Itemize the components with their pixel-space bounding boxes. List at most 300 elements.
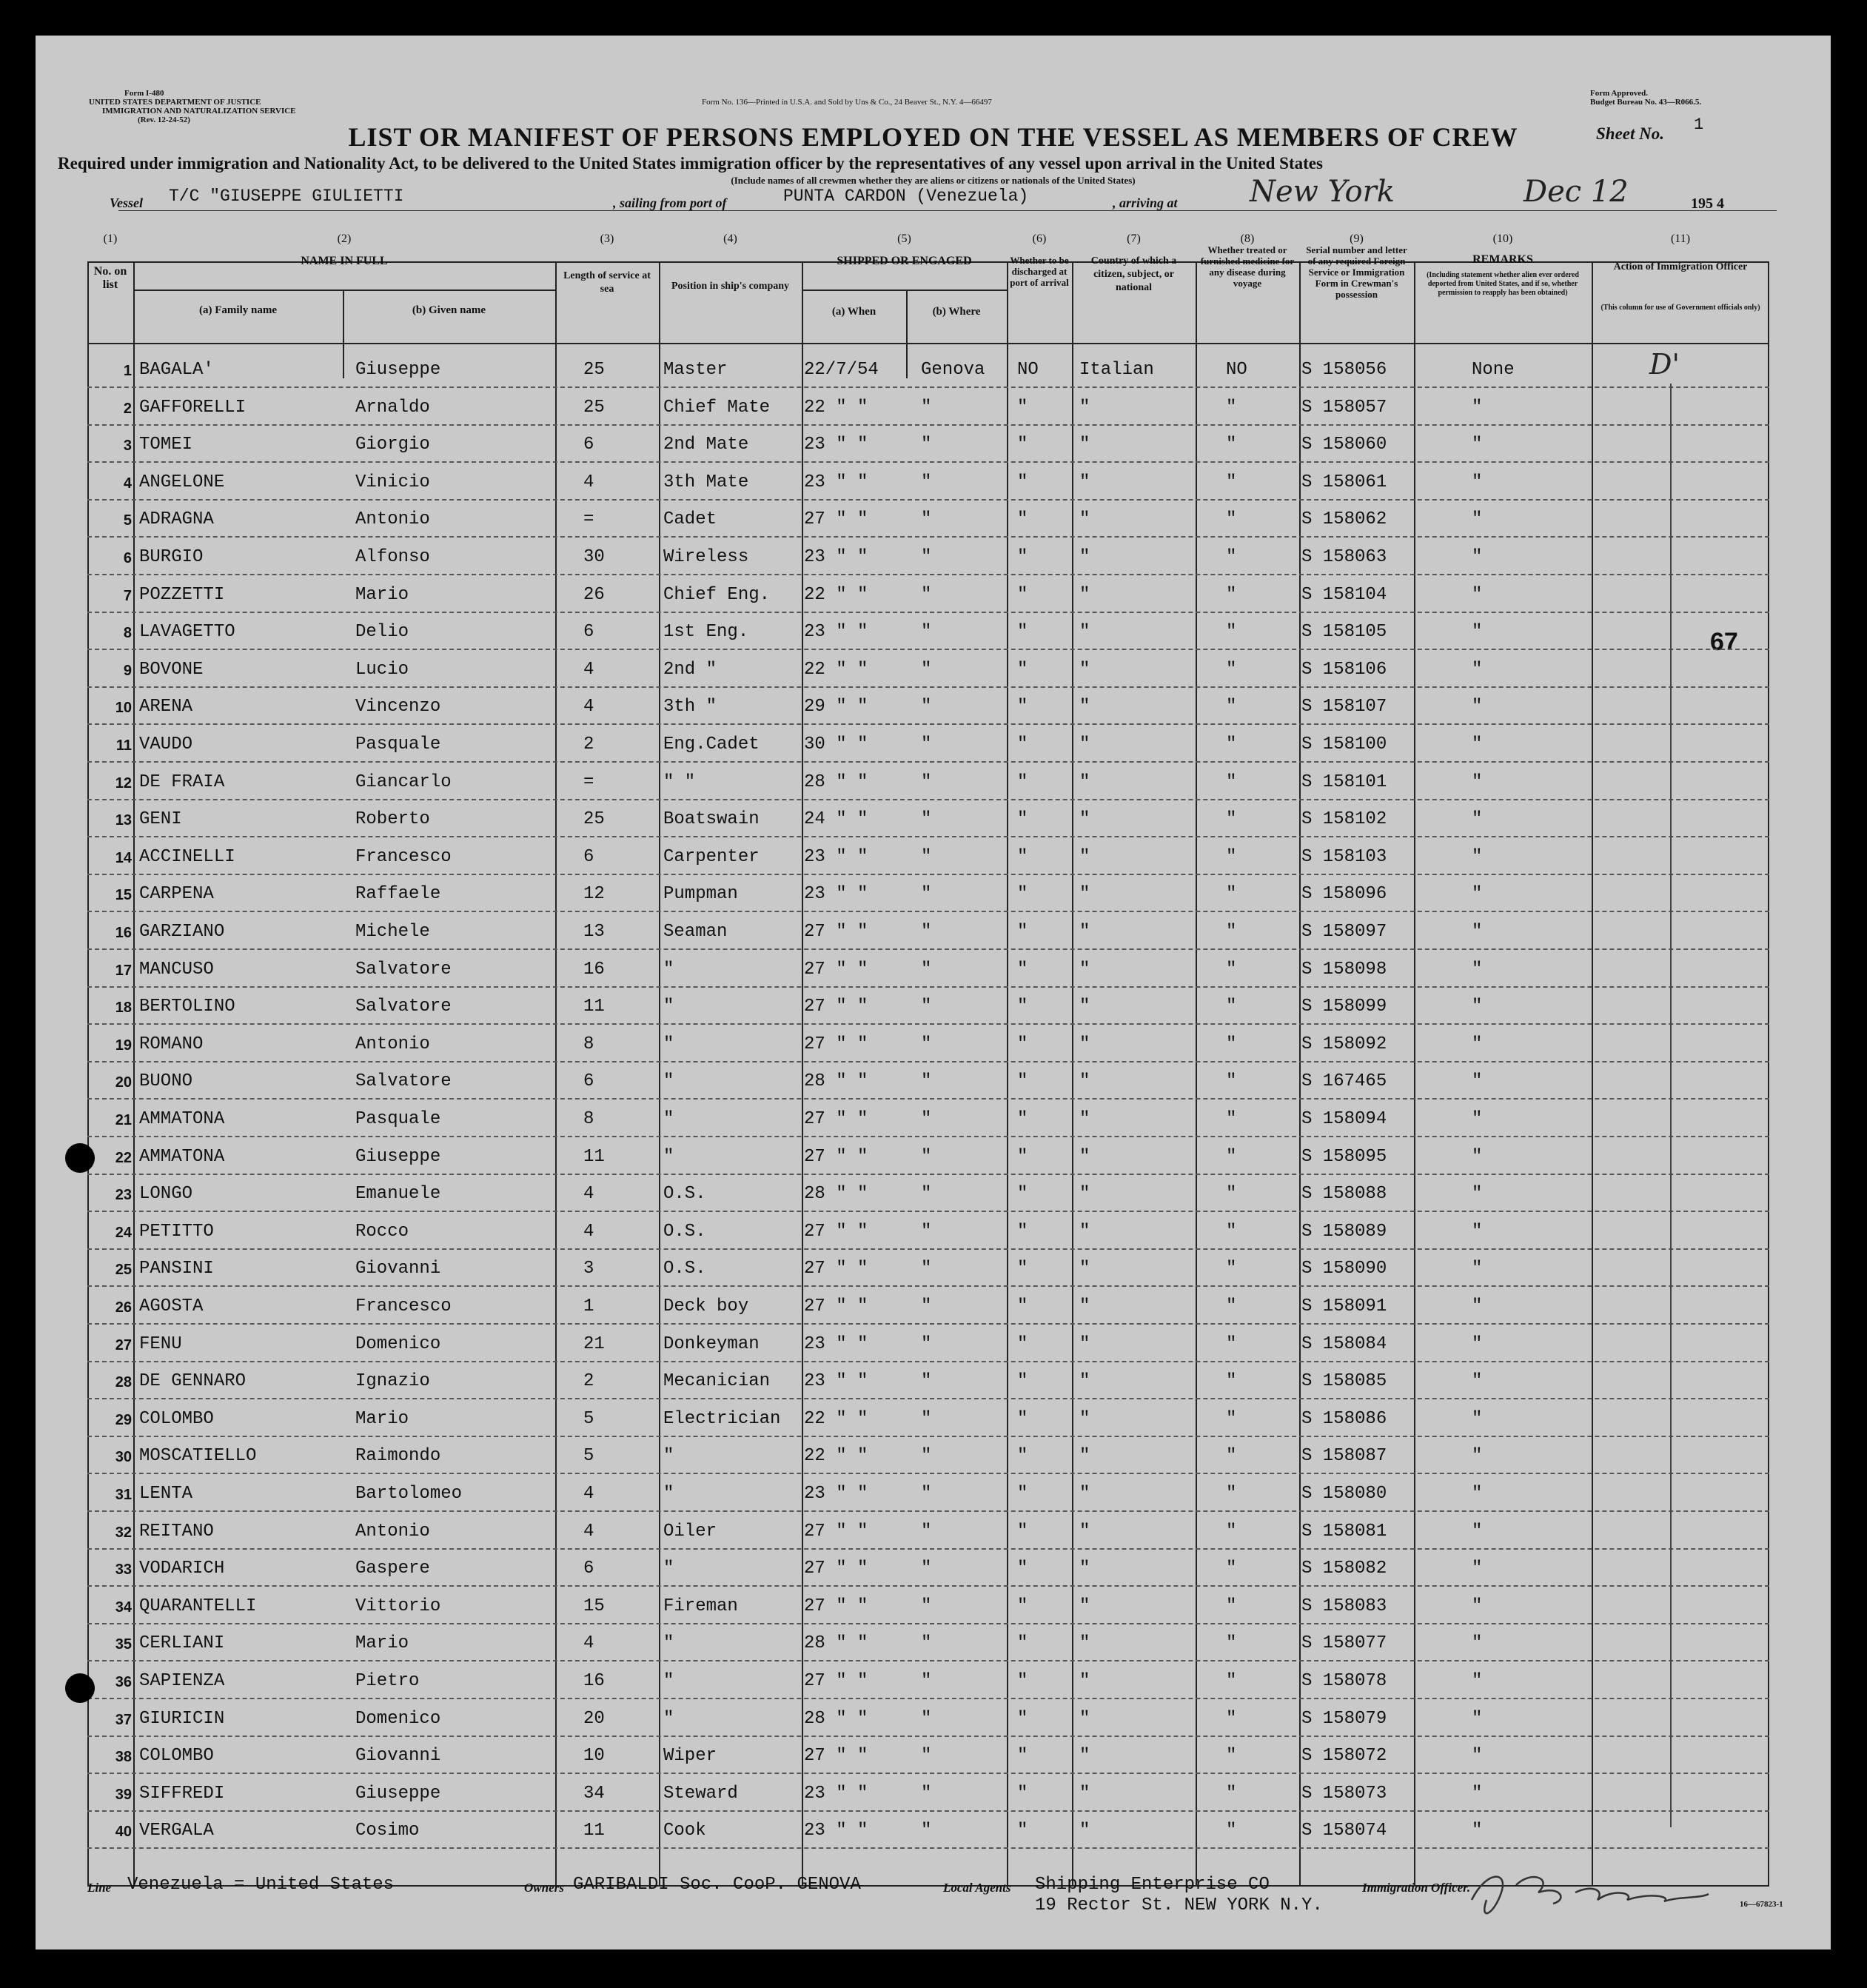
shipped-where-cell: " xyxy=(921,1221,932,1242)
given-name-cell: Giorgio xyxy=(355,435,430,455)
family-name-cell: DE FRAIA xyxy=(139,772,225,792)
discharged-cell: " xyxy=(1017,884,1028,905)
service-years-cell: 3 xyxy=(583,1259,594,1279)
discharged-cell: " xyxy=(1017,1783,1028,1804)
given-name-cell: Antonio xyxy=(355,1521,430,1542)
vessel-label: Vessel xyxy=(110,195,143,210)
where-header: (b) Where xyxy=(932,306,981,318)
row-number: 14 xyxy=(115,849,132,866)
row-number: 39 xyxy=(115,1786,132,1803)
position-cell: O.S. xyxy=(663,1221,706,1242)
shipped-when-cell: 23 " " xyxy=(804,846,868,867)
given-name-cell: Gaspere xyxy=(355,1559,430,1579)
treated-cell: " xyxy=(1226,697,1237,717)
country-cell: " xyxy=(1079,435,1090,455)
given-name-cell: Raffaele xyxy=(355,884,441,905)
family-name-cell: LENTA xyxy=(139,1484,193,1504)
row-number: 22 xyxy=(115,1149,132,1166)
treated-cell: " xyxy=(1226,922,1237,942)
shipped-when-cell: 27 " " xyxy=(804,509,868,530)
serial-number-cell: S 158057 xyxy=(1301,397,1387,418)
row-number: 33 xyxy=(115,1562,132,1579)
country-cell: " xyxy=(1079,697,1090,717)
col-9-header: Serial number and letter of any required Foreign Service or Immigration Form in Crewman's possession xyxy=(1306,244,1407,300)
country-cell: " xyxy=(1079,1333,1090,1354)
remarks-cell: " xyxy=(1472,1221,1483,1242)
shipped-when-cell: 27 " " xyxy=(804,1596,868,1616)
treated-cell: " xyxy=(1226,472,1237,492)
serial-number-cell: S 158074 xyxy=(1301,1821,1387,1841)
shipped-where-cell: " xyxy=(921,1259,932,1279)
shipped-where-cell: " xyxy=(921,1671,932,1691)
document-title: LIST OR MANIFEST OF PERSONS EMPLOYED ON THE VESSEL AS MEMBERS OF CREW xyxy=(348,122,1518,152)
row-rule xyxy=(87,574,1769,575)
service-years-cell: 4 xyxy=(583,1184,594,1205)
local-agents-label: Local Agents xyxy=(943,1881,1011,1895)
shipped-where-cell: " xyxy=(921,1333,932,1354)
given-name-cell: Michele xyxy=(355,922,430,942)
shipped-where-cell: " xyxy=(921,846,932,867)
row-rule xyxy=(87,1660,1769,1661)
row-number: 7 xyxy=(123,587,132,604)
given-name-cell: Antonio xyxy=(355,509,430,530)
given-name-cell: Cosimo xyxy=(355,1821,420,1841)
row-rule xyxy=(87,536,1769,538)
discharged-cell: " xyxy=(1017,697,1028,717)
country-cell: " xyxy=(1079,1633,1090,1654)
shipped-when-cell: 22 " " xyxy=(804,1408,868,1429)
given-name-cell: Ignazio xyxy=(355,1371,430,1392)
shipped-when-cell: 23 " " xyxy=(804,1371,868,1392)
row-number: 3 xyxy=(123,438,132,455)
row-rule xyxy=(87,761,1769,763)
shipped-when-cell: 27 " " xyxy=(804,997,868,1017)
remarks-cell: " xyxy=(1472,435,1483,455)
country-cell: " xyxy=(1079,584,1090,605)
shipped-when-cell: 23 " " xyxy=(804,884,868,905)
position-cell: 2nd " xyxy=(663,659,717,680)
row-number: 40 xyxy=(115,1824,132,1841)
shipped-when-cell: 27 " " xyxy=(804,1146,868,1167)
given-name-cell: Francesco xyxy=(355,1296,452,1316)
remarks-cell: " xyxy=(1472,1746,1483,1767)
service-years-cell: = xyxy=(583,772,594,792)
discharged-cell: " xyxy=(1017,922,1028,942)
col-7-header: Country of which a citizen, subject, or national xyxy=(1090,255,1177,293)
serial-number-cell: S 158094 xyxy=(1301,1109,1387,1129)
form-code: 16—67823-1 xyxy=(1740,1900,1783,1909)
manifest-sheet xyxy=(36,36,1831,1949)
discharged-cell: " xyxy=(1017,997,1028,1017)
shipped-subdivider xyxy=(906,290,908,378)
shipped-where-cell: " xyxy=(921,772,932,792)
remarks-cell: " xyxy=(1472,1259,1483,1279)
country-cell: " xyxy=(1079,1708,1090,1729)
serial-number-cell: S 158085 xyxy=(1301,1371,1387,1392)
position-cell: O.S. xyxy=(663,1259,706,1279)
serial-number-cell: S 158095 xyxy=(1301,1146,1387,1167)
row-number: 25 xyxy=(115,1262,132,1279)
row-rule xyxy=(87,461,1769,463)
position-cell: 3th " xyxy=(663,697,717,717)
owners-label: Owners xyxy=(524,1881,564,1895)
family-name-cell: BURGIO xyxy=(139,547,204,567)
shipped-when-cell: 28 " " xyxy=(804,1708,868,1729)
shipped-where-cell: " xyxy=(921,1034,932,1054)
shipped-when-cell: 27 " " xyxy=(804,1671,868,1691)
serial-number-cell: S 158098 xyxy=(1301,959,1387,980)
service-years-cell: 8 xyxy=(583,1109,594,1129)
serial-number-cell: S 158078 xyxy=(1301,1671,1387,1691)
family-name-cell: GARZIANO xyxy=(139,922,225,942)
position-cell: " xyxy=(663,1708,674,1729)
discharged-cell: " xyxy=(1017,1633,1028,1654)
shipped-when-cell: 23 " " xyxy=(804,1783,868,1804)
col-8-number: (8) xyxy=(1240,232,1255,245)
row-number: 35 xyxy=(115,1636,132,1653)
discharged-cell: " xyxy=(1017,622,1028,643)
treated-cell: " xyxy=(1226,1146,1237,1167)
punch-hole xyxy=(65,1673,95,1703)
row-rule xyxy=(87,1098,1769,1100)
treated-cell: " xyxy=(1226,584,1237,605)
serial-number-cell: S 158102 xyxy=(1301,809,1387,830)
treated-cell: " xyxy=(1226,1408,1237,1429)
remarks-cell: " xyxy=(1472,809,1483,830)
position-cell: " xyxy=(663,1146,674,1167)
treated-cell: " xyxy=(1226,734,1237,754)
country-cell: " xyxy=(1079,1783,1090,1804)
country-cell: " xyxy=(1079,1746,1090,1767)
col-10-header: REMARKS xyxy=(1472,253,1533,266)
treated-cell: " xyxy=(1226,1034,1237,1054)
col-1-number: (1) xyxy=(103,232,118,245)
discharged-cell: " xyxy=(1017,1034,1028,1054)
position-cell: " xyxy=(663,1484,674,1504)
remarks-cell: " xyxy=(1472,1333,1483,1354)
given-name-cell: Pasquale xyxy=(355,1109,441,1129)
serial-number-cell: S 158105 xyxy=(1301,622,1387,643)
budget-bureau: Budget Bureau No. 43—R066.5. xyxy=(1590,98,1702,107)
position-cell: Oiler xyxy=(663,1521,717,1542)
remarks-cell: " xyxy=(1472,1821,1483,1841)
remarks-cell: " xyxy=(1472,1071,1483,1092)
service-years-cell: 30 xyxy=(583,547,605,567)
position-cell: " xyxy=(663,997,674,1017)
service-years-cell: 1 xyxy=(583,1296,594,1316)
service-years-cell: 12 xyxy=(583,884,605,905)
position-cell: 2nd Mate xyxy=(663,435,749,455)
serial-number-cell: S 158089 xyxy=(1301,1221,1387,1242)
row-rule xyxy=(87,1847,1769,1849)
row-rule xyxy=(87,612,1769,613)
row-rule xyxy=(87,948,1769,950)
family-name-cell: BOVONE xyxy=(139,659,204,680)
punch-hole xyxy=(65,1143,95,1173)
treated-cell: " xyxy=(1226,809,1237,830)
row-number: 2 xyxy=(123,400,132,417)
service-years-cell: 4 xyxy=(583,1484,594,1504)
row-number: 23 xyxy=(115,1187,132,1204)
remarks-cell: " xyxy=(1472,846,1483,867)
treated-cell: " xyxy=(1226,1783,1237,1804)
row-number: 26 xyxy=(115,1299,132,1316)
treated-cell: " xyxy=(1226,1484,1237,1504)
given-name-cell: Rocco xyxy=(355,1221,409,1242)
given-name-cell: Salvatore xyxy=(355,959,452,980)
discharged-cell: " xyxy=(1017,1184,1028,1205)
discharged-cell: " xyxy=(1017,1109,1028,1129)
family-name-cell: MANCUSO xyxy=(139,959,214,980)
col-11-number: (11) xyxy=(1670,232,1691,245)
shipped-when-cell: 29 " " xyxy=(804,697,868,717)
treated-cell: " xyxy=(1226,1708,1237,1729)
family-name-cell: BERTOLINO xyxy=(139,997,235,1017)
country-cell: " xyxy=(1079,1221,1090,1242)
given-name-cell: Giuseppe xyxy=(355,1783,441,1804)
col-10-note: (Including statement whether alien ever ordered deported from United States, and if so, whether permission to reapply has been obtained) xyxy=(1427,271,1579,297)
country-cell: " xyxy=(1079,772,1090,792)
col-divider xyxy=(1299,261,1301,1887)
row-rule xyxy=(87,1623,1769,1624)
country-cell: " xyxy=(1079,1146,1090,1167)
treated-cell: " xyxy=(1226,1371,1237,1392)
remarks-cell: " xyxy=(1472,884,1483,905)
discharged-cell: " xyxy=(1017,584,1028,605)
shipped-when-cell: 23 " " xyxy=(804,1821,868,1841)
discharged-cell: " xyxy=(1017,509,1028,530)
name-header-rule xyxy=(133,290,555,291)
given-name-cell: Salvatore xyxy=(355,997,452,1017)
owners-value: GARIBALDI Soc. CooP. GENOVA xyxy=(573,1875,861,1895)
position-cell: Cook xyxy=(663,1821,706,1841)
given-name-cell: Vittorio xyxy=(355,1596,441,1616)
shipped-when-cell: 27 " " xyxy=(804,1559,868,1579)
given-name-cell: Roberto xyxy=(355,809,430,830)
col-2-number: (2) xyxy=(337,232,352,245)
header-separator xyxy=(87,343,1769,344)
given-name-cell: Vincenzo xyxy=(355,697,441,717)
shipped-when-cell: 27 " " xyxy=(804,1221,868,1242)
shipped-when-cell: 22 " " xyxy=(804,659,868,680)
row-rule xyxy=(87,874,1769,875)
shipped-where-cell: " xyxy=(921,584,932,605)
service-years-cell: 16 xyxy=(583,959,605,980)
position-cell: Fireman xyxy=(663,1596,738,1616)
country-cell: " xyxy=(1079,1484,1090,1504)
row-number: 12 xyxy=(115,774,132,791)
service-years-cell: 4 xyxy=(583,697,594,717)
family-name-cell: VODARICH xyxy=(139,1559,225,1579)
service-years-cell: 2 xyxy=(583,734,594,754)
shipped-where-cell: " xyxy=(921,1708,932,1729)
family-name-cell: PETITTO xyxy=(139,1221,214,1242)
family-name-cell: SAPIENZA xyxy=(139,1671,225,1691)
shipped-when-cell: 23 " " xyxy=(804,1333,868,1354)
row-number: 15 xyxy=(115,887,132,904)
country-cell: " xyxy=(1079,1559,1090,1579)
country-cell: " xyxy=(1079,509,1090,530)
row-number: 4 xyxy=(123,475,132,492)
serial-number-cell: S 158080 xyxy=(1301,1484,1387,1504)
remarks-cell: " xyxy=(1472,997,1483,1017)
position-cell: Mecanician xyxy=(663,1371,771,1392)
shipped-where-cell: " xyxy=(921,547,932,567)
family-name-cell: AGOSTA xyxy=(139,1296,204,1316)
row-rule xyxy=(87,1698,1769,1699)
department: UNITED STATES DEPARTMENT OF JUSTICE xyxy=(89,98,261,107)
col-6-number: (6) xyxy=(1032,232,1047,245)
discharged-cell: " xyxy=(1017,1408,1028,1429)
given-name-cell: Giuseppe xyxy=(355,360,441,380)
shipped-where-cell: " xyxy=(921,1596,932,1616)
shipped-when-cell: 27 " " xyxy=(804,1259,868,1279)
row-number: 21 xyxy=(115,1112,132,1128)
service-years-cell: 4 xyxy=(583,472,594,492)
family-name-cell: COLOMBO xyxy=(139,1408,214,1429)
remarks-cell: " xyxy=(1472,397,1483,418)
family-name-cell: POZZETTI xyxy=(139,584,225,605)
family-name-cell: SIFFREDI xyxy=(139,1783,225,1804)
arriving-port: New York xyxy=(1250,175,1395,209)
shipped-when-cell: 27 " " xyxy=(804,1521,868,1542)
shipped-where-cell: " xyxy=(921,1746,932,1767)
treated-cell: " xyxy=(1226,1184,1237,1205)
shipped-where-cell: " xyxy=(921,472,932,492)
shipped-where-cell: " xyxy=(921,1559,932,1579)
row-number: 20 xyxy=(115,1074,132,1091)
position-cell: Seaman xyxy=(663,922,728,942)
shipped-where-cell: " xyxy=(921,1484,932,1504)
shipped-where-cell: " xyxy=(921,435,932,455)
shipped-where-cell: " xyxy=(921,622,932,643)
shipped-when-cell: 27 " " xyxy=(804,959,868,980)
row-rule xyxy=(87,1810,1769,1812)
country-cell: " xyxy=(1079,659,1090,680)
remarks-cell: " xyxy=(1472,1671,1483,1691)
position-cell: Pumpman xyxy=(663,884,738,905)
country-cell: " xyxy=(1079,547,1090,567)
discharged-cell: " xyxy=(1017,846,1028,867)
discharged-cell: " xyxy=(1017,547,1028,567)
position-cell: O.S. xyxy=(663,1184,706,1205)
line-label: Line xyxy=(87,1881,112,1895)
row-number: 10 xyxy=(115,700,132,717)
country-cell: " xyxy=(1079,1259,1090,1279)
treated-cell: " xyxy=(1226,846,1237,867)
shipped-where-cell: " xyxy=(921,1071,932,1092)
discharged-cell: " xyxy=(1017,1446,1028,1467)
vessel-underline xyxy=(118,210,1777,211)
family-name-cell: GENI xyxy=(139,809,182,830)
given-name-header: (b) Given name xyxy=(412,304,486,316)
serial-number-cell: S 158092 xyxy=(1301,1034,1387,1054)
family-name-cell: FENU xyxy=(139,1333,182,1354)
arrival-year: 195 4 xyxy=(1691,195,1724,212)
position-cell: " xyxy=(663,1109,674,1129)
family-name-cell: BUONO xyxy=(139,1071,193,1092)
serial-number-cell: S 158090 xyxy=(1301,1259,1387,1279)
remarks-cell: " xyxy=(1472,1783,1483,1804)
row-number: 13 xyxy=(115,812,132,829)
remarks-cell: " xyxy=(1472,547,1483,567)
service-years-cell: 13 xyxy=(583,922,605,942)
given-name-cell: Giuseppe xyxy=(355,1146,441,1167)
when-header: (a) When xyxy=(831,306,876,318)
discharged-cell: " xyxy=(1017,1071,1028,1092)
shipped-when-cell: 23 " " xyxy=(804,547,868,567)
treated-cell: " xyxy=(1226,772,1237,792)
service-years-cell: 25 xyxy=(583,360,605,380)
position-cell: Boatswain xyxy=(663,809,760,830)
remarks-cell: " xyxy=(1472,1109,1483,1129)
given-name-cell: Antonio xyxy=(355,1034,430,1054)
remarks-cell: " xyxy=(1472,1559,1483,1579)
row-number: 24 xyxy=(115,1224,132,1241)
country-cell: " xyxy=(1079,1371,1090,1392)
row-rule xyxy=(87,1585,1769,1587)
row-number: 36 xyxy=(115,1674,132,1690)
remarks-cell: " xyxy=(1472,1446,1483,1467)
service-years-cell: 11 xyxy=(583,1146,605,1167)
serial-number-cell: S 158096 xyxy=(1301,884,1387,905)
position-cell: Wireless xyxy=(663,547,749,567)
treated-cell: " xyxy=(1226,1333,1237,1354)
arrival-date: Dec 12 xyxy=(1524,175,1629,209)
serial-number-cell: S 158104 xyxy=(1301,584,1387,605)
given-name-cell: Salvatore xyxy=(355,1071,452,1092)
country-cell: " xyxy=(1079,1184,1090,1205)
row-number: 27 xyxy=(115,1336,132,1353)
serial-number-cell: S 158062 xyxy=(1301,509,1387,530)
treated-cell: " xyxy=(1226,1259,1237,1279)
position-cell: " xyxy=(663,1034,674,1054)
col-divider xyxy=(1592,261,1593,1887)
given-name-cell: Mario xyxy=(355,1633,409,1654)
discharged-cell: " xyxy=(1017,1596,1028,1616)
remarks-cell: " xyxy=(1472,509,1483,530)
form-number: Form I-480 xyxy=(124,89,164,98)
row-rule xyxy=(87,1136,1769,1137)
family-name-cell: LAVAGETTO xyxy=(139,622,235,643)
shipped-when-cell: 22 " " xyxy=(804,584,868,605)
country-cell: " xyxy=(1079,1296,1090,1316)
service-years-cell: 11 xyxy=(583,997,605,1017)
given-name-cell: Lucio xyxy=(355,659,409,680)
serial-number-cell: S 158056 xyxy=(1301,360,1387,380)
position-cell: 1st Eng. xyxy=(663,622,749,643)
col-9-number: (9) xyxy=(1350,232,1364,245)
family-name-cell: MOSCATIELLO xyxy=(139,1446,257,1467)
remarks-cell: " xyxy=(1472,697,1483,717)
serial-number-cell: S 158079 xyxy=(1301,1708,1387,1729)
remarks-cell: " xyxy=(1472,1633,1483,1654)
shipped-where-cell: " xyxy=(921,959,932,980)
arriving-label: , arriving at xyxy=(1113,195,1178,210)
country-cell: " xyxy=(1079,1596,1090,1616)
treated-cell: " xyxy=(1226,622,1237,643)
position-cell: " " xyxy=(663,772,696,792)
position-cell: 3th Mate xyxy=(663,472,749,492)
position-cell: " xyxy=(663,1671,674,1691)
country-cell: " xyxy=(1079,809,1090,830)
service: IMMIGRATION AND NATURALIZATION SERVICE xyxy=(102,107,296,116)
col-5-header: SHIPPED OR ENGAGED xyxy=(837,255,972,267)
service-years-cell: 16 xyxy=(583,1671,605,1691)
remarks-cell: " xyxy=(1472,1371,1483,1392)
discharged-cell: " xyxy=(1017,1146,1028,1167)
row-rule xyxy=(87,386,1769,388)
